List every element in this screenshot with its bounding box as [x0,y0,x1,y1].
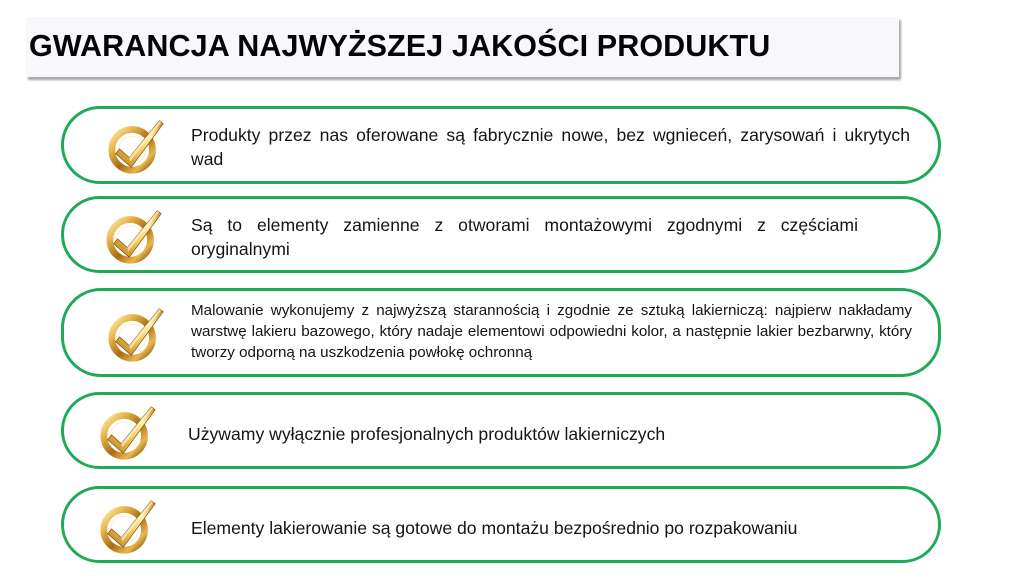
feature-item-1 [61,106,941,184]
feature-text-4: Używamy wyłącznie profesjonalnych produktów lakierniczych [188,424,666,444]
gold-check-icon [106,303,168,365]
feature-item-2 [61,196,941,273]
feature-text-5: Elementy lakierowanie są gotowe do montażu bezpośrednio po rozpakowaniu [191,518,798,538]
feature-text-1: Produkty przez nas oferowane są fabrycznie nowe, bez wgnieceń, zarysowań i ukrytych wad [191,125,910,169]
title-banner [26,17,899,77]
gold-check-icon [104,205,166,267]
feature-item-5 [61,486,941,563]
feature-item-4 [61,392,941,469]
page-title: GWARANCJA NAJWYŻSZEJ JAKOŚCI PRODUKTU [29,29,771,63]
feature-item-3 [61,288,941,377]
feature-text-2: Są to elementy zamienne z otworami montażowymi zgodnymi z częściami oryginalnymi [191,215,858,259]
gold-check-icon [98,495,160,557]
gold-check-icon [98,401,160,463]
feature-text-3: Malowanie wykonujemy z najwyższą starannością i zgodnie ze sztuką lakierniczą: najpierw nakładamy warstwę lakieru bazowego, który nadaje elementowi odpowiedni kolor, a następnie lakier bezbarwny, który tworzy odporną na uszkodzenia powłokę ochronną [191,302,912,361]
gold-check-icon [106,115,168,177]
